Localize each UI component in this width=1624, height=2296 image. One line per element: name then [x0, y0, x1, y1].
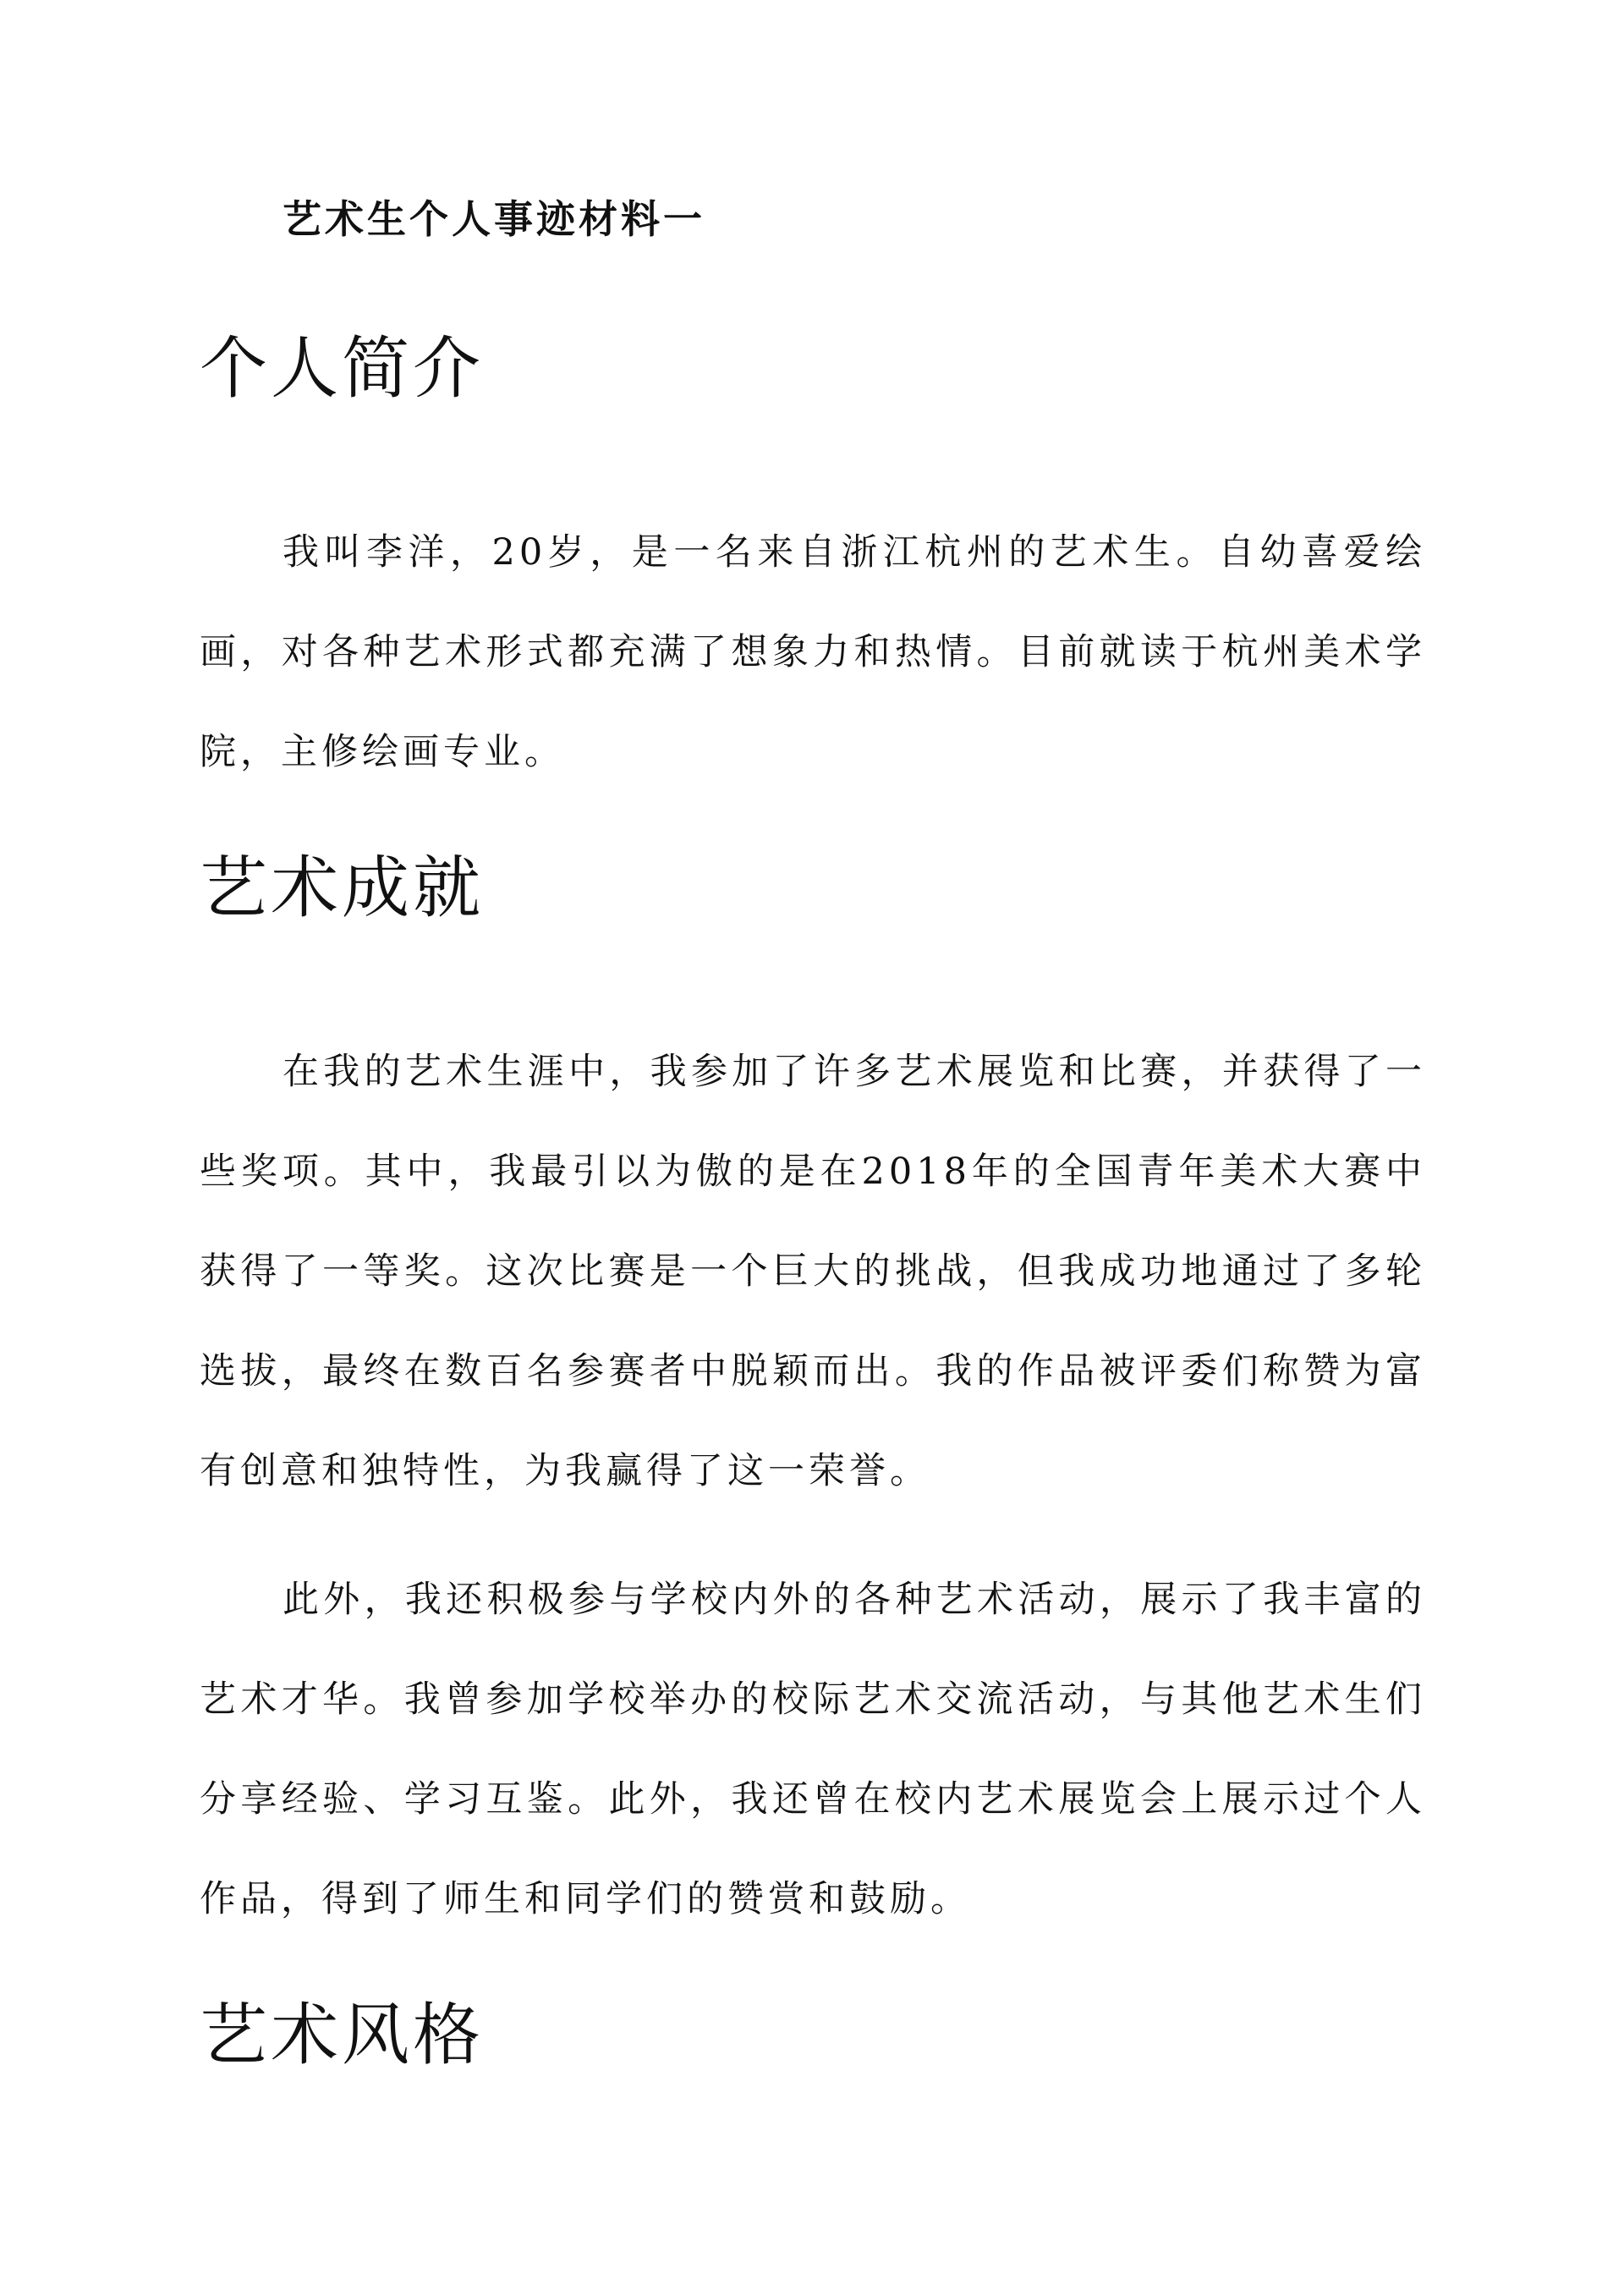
- paragraph-intro: 我叫李洋，20岁，是一名来自浙江杭州的艺术生。自幼喜爱绘画，对各种艺术形式都充满了想象力和热情。目前就读于杭州美术学院，主修绘画专业。: [200, 531, 1426, 773]
- paragraph-achievements-1: 在我的艺术生涯中，我参加了许多艺术展览和比赛，并获得了一些奖项。其中，我最引以为傲的是在2018年的全国青年美术大赛中获得了一等奖。这次比赛是一个巨大的挑战，但我成功地通过了多轮选拔，最终在数百名参赛者中脱颖而出。我的作品被评委们称赞为富有创意和独特性，为我赢得了这一荣誉。: [200, 1051, 1426, 1492]
- paragraph-achievements-2: 此外，我还积极参与学校内外的各种艺术活动，展示了我丰富的艺术才华。我曾参加学校举办的校际艺术交流活动，与其他艺术生们分享经验、学习互鉴。此外，我还曾在校内艺术展览会上展示过个人作品，得到了师生和同学们的赞赏和鼓励。: [200, 1579, 1426, 1920]
- section-heading-intro: 个人简介: [200, 329, 484, 408]
- section-heading-achievements: 艺术成就: [200, 849, 484, 927]
- section-heading-style: 艺术风格: [200, 1996, 484, 2074]
- document-title: 艺术生个人事迹材料一: [283, 196, 705, 242]
